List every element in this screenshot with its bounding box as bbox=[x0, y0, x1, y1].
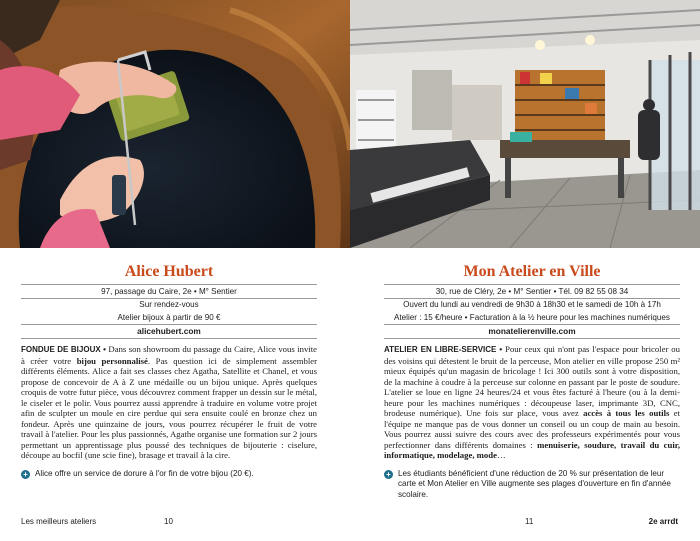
divider bbox=[21, 338, 317, 339]
tip-box bbox=[384, 469, 680, 501]
shop-website-link[interactable]: alicehubert.com bbox=[137, 326, 201, 336]
body-highlight: menuiserie, soudure, travail du cuir, informatique, modelage, mode bbox=[384, 439, 680, 460]
divider bbox=[384, 338, 680, 339]
body-text: … bbox=[496, 450, 506, 460]
article-lead: ATELIER EN LIBRE-SERVICE • bbox=[384, 345, 503, 354]
left-article bbox=[21, 262, 317, 479]
right-page bbox=[350, 0, 700, 541]
tip-text: Alice offre un service de dorure à l'or fin de votre bijou (20 €). bbox=[35, 468, 254, 478]
article-body bbox=[384, 344, 680, 461]
shop-price: Atelier : 15 €/heure • Facturation à la ½ heure pour les machines numériques bbox=[394, 312, 670, 322]
running-footer-label: Les meilleurs ateliers bbox=[21, 517, 97, 526]
shop-address: 30, rue de Cléry, 2e • M° Sentier • Tél. 09 82 55 08 34 bbox=[435, 287, 629, 296]
body-highlight: accès à tous les outils bbox=[583, 408, 670, 418]
shop-website-link[interactable]: monatelierenville.com bbox=[488, 326, 576, 336]
body-text: . Pas question ici de simplement assembler différents éléments. Alice a fait ses classes chez Agatha, Satellite et Chanel, et vous propose de concevoir de A à Z une médaille ou un bijou unique. Après quelques croquis de votre futur pièce, vous découvrez comment frapper un dessin sur le métal, le ciseler et le polir. Vous pourrez aussi apprendre à traduire en volume votre projet afin de sculpter un moule en cire perdue qui sera ensuite coulé en bronze chez un fondeur. Après une quinzaine de jours, vous pourrez récupérer le fruit de votre travail à l'atelier. Pour les plus passionnés, Agathe organise une formation sur 2 jours permettant un apprentissage plus poussé des techniques de bijouterie : ciselure, découpe au bocfil (une scie fine), brasage et travail à la cire. bbox=[21, 355, 318, 460]
article-body bbox=[21, 344, 317, 461]
plus-icon: + bbox=[384, 470, 393, 479]
plus-icon: + bbox=[21, 470, 30, 479]
shop-address: 97, passage du Caire, 2e • M° Sentier bbox=[101, 287, 237, 296]
right-article bbox=[384, 262, 680, 500]
body-text: et l'équipe ne manque pas de vous donner un conseil ou un coup de main au besoin. Vous pourrez aussi suivre des cours avec des professeurs expérimentés pour vous perfectionner dans différents domaines : bbox=[384, 408, 680, 450]
shop-hours: Ouvert du lundi au vendredi de 9h30 à 18h30 et le samedi de 10h à 17h bbox=[403, 300, 661, 309]
running-footer-label: 2e arrdt bbox=[648, 517, 678, 526]
body-text: Dans son showroom du passage du Caire, Alice vous invite à créer votre bbox=[21, 344, 317, 366]
shop-hours: Sur rendez-vous bbox=[139, 300, 199, 309]
shop-price: Atelier bijoux à partir de 90 € bbox=[117, 312, 221, 322]
page-number: 11 bbox=[525, 517, 534, 526]
tip-box bbox=[21, 469, 317, 480]
workshop-photo bbox=[350, 0, 700, 248]
shop-title: Alice Hubert bbox=[124, 263, 214, 280]
article-lead: FONDUE DE BIJOUX • bbox=[21, 345, 106, 354]
page-number: 10 bbox=[164, 517, 173, 526]
jewellery-photo bbox=[0, 0, 350, 248]
shop-title: Mon Atelier en Ville bbox=[463, 263, 601, 280]
body-highlight: bijou personnalisé bbox=[76, 355, 148, 366]
body-text: Pour ceux qui n'ont pas l'espace pour bricoler ou des voisins qui détestent le bruit de la perceuse, Mon atelier en ville propose 250 m² mieux équipés qu'un magasin de bricolage ! Ici 300 outils sont à votre disposition, de la machine à coudre à la perceuse sur colonne en passant par le poste de soudure. L'atelier se loue en ligne 24 heures/24 et vous êtes facturé à l'heure (ou à la demi-heure pour les machines numériques : découpeuse laser, imprimante 3D, CNC, brodeuse numérique). Une fois sur place, vous avez bbox=[384, 344, 680, 418]
tip-text: Les étudiants bénéficient d'une réduction de 20 % sur présentation de leur carte et Mon Atelier en Ville augmente ses plages d'ouverture en fin d'année scolaire. bbox=[398, 468, 671, 499]
